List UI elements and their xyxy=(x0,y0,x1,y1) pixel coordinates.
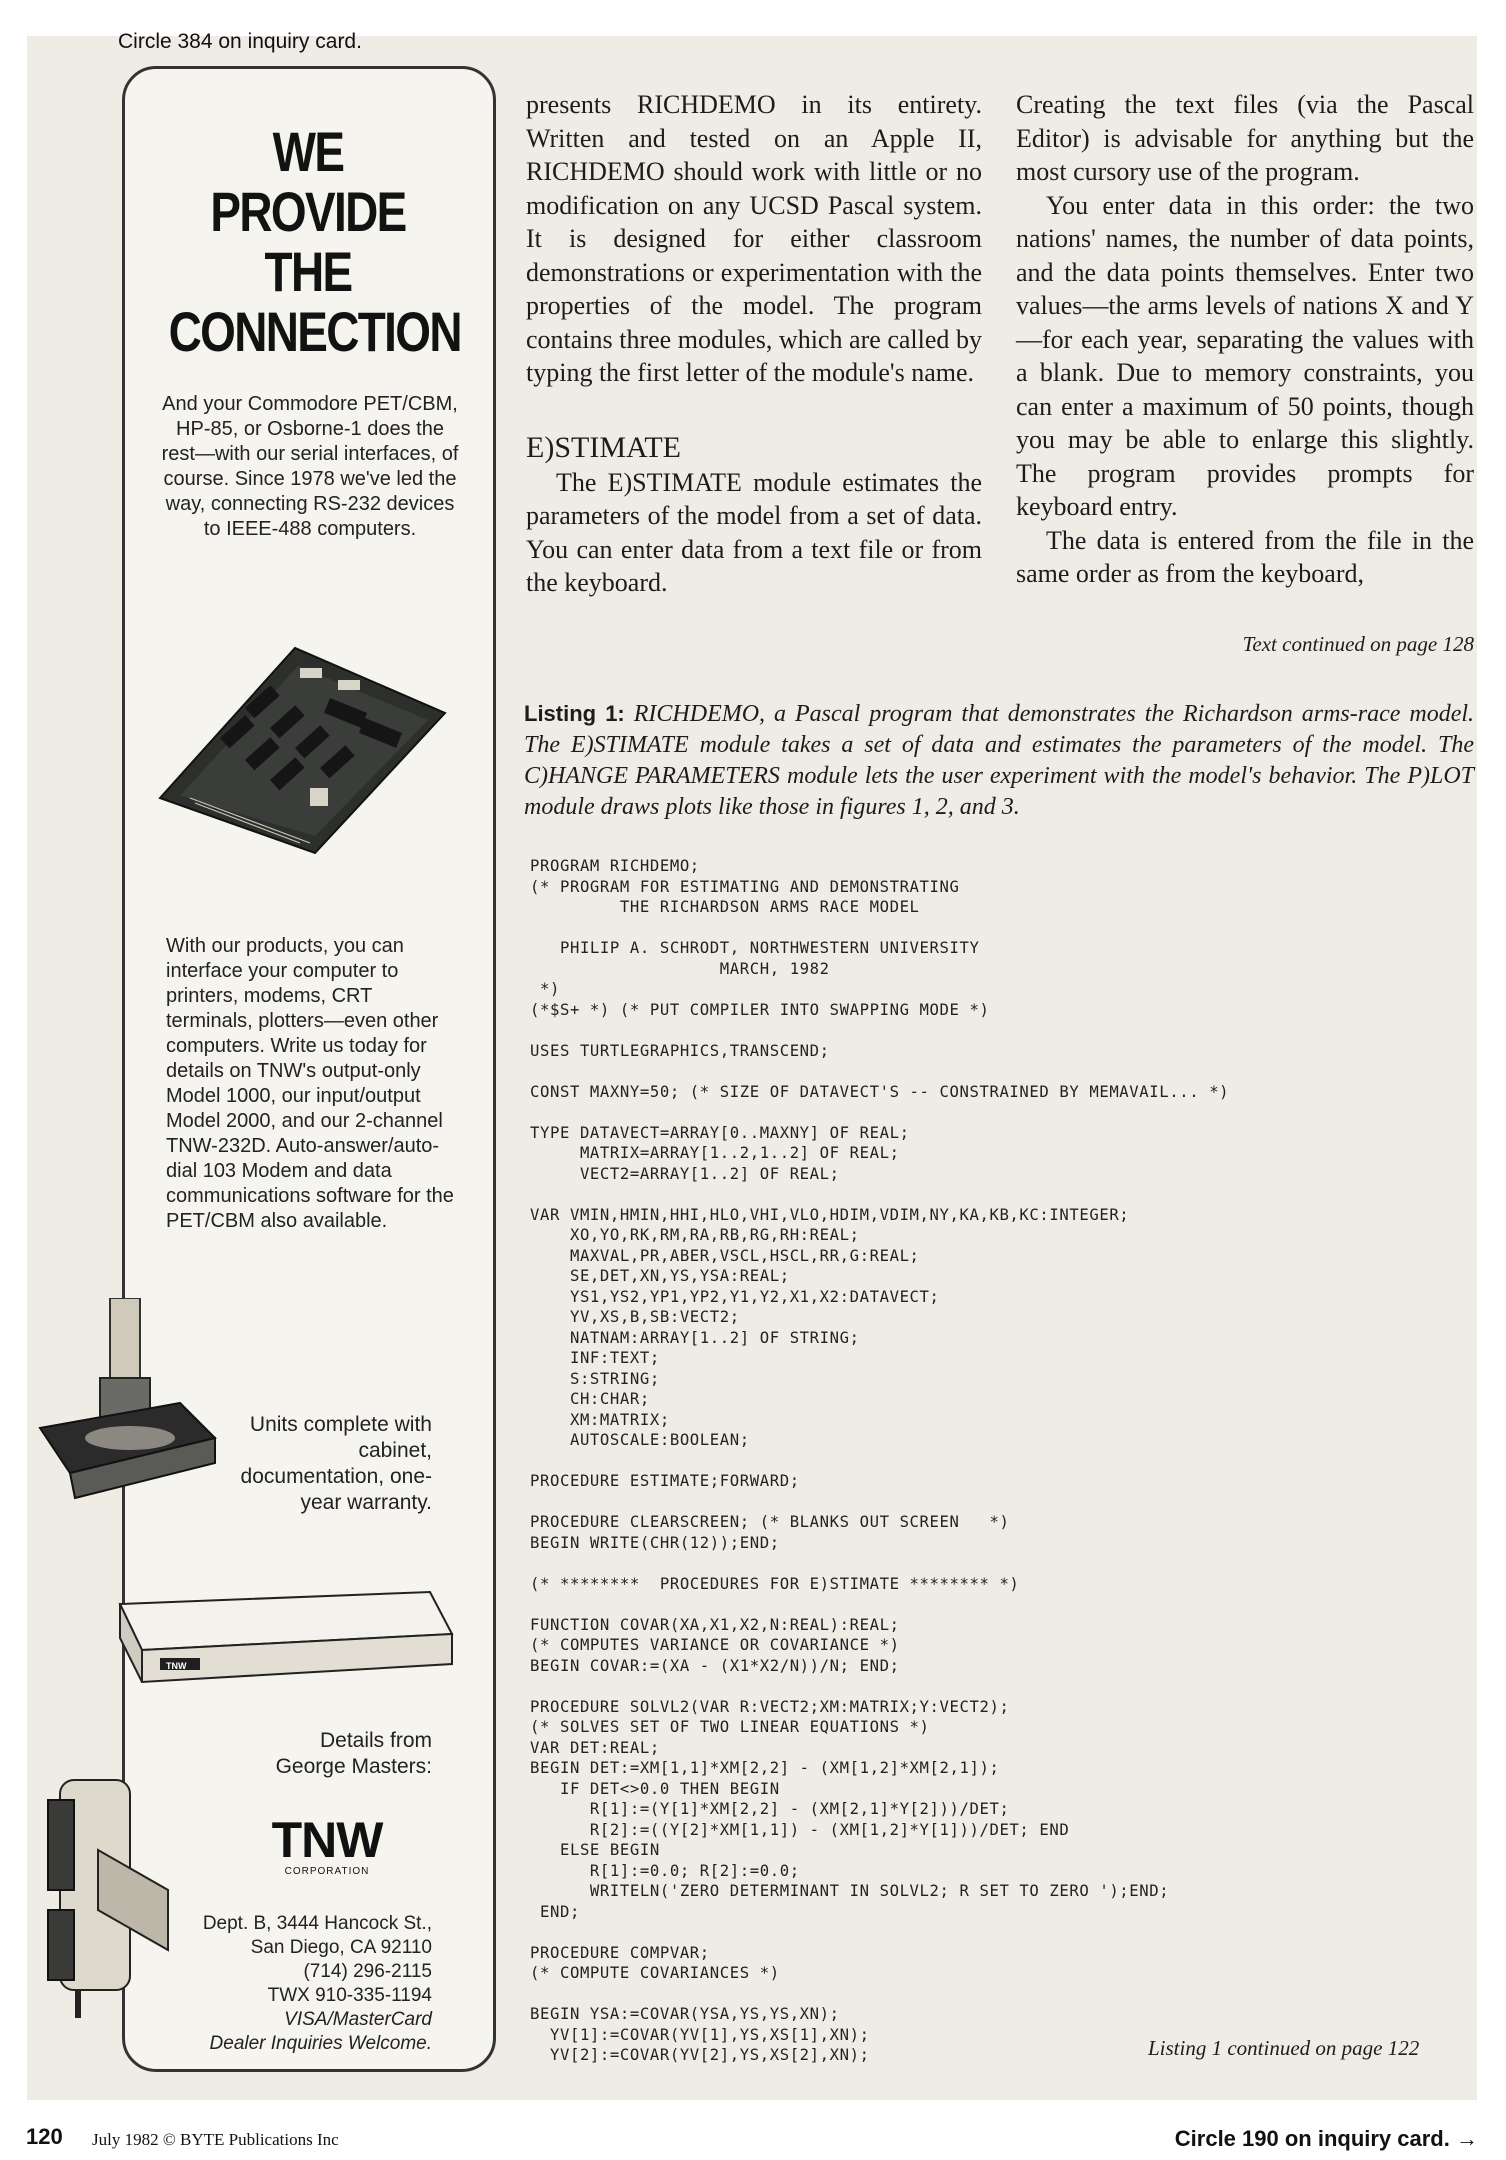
logo-text: TNW xyxy=(271,1812,383,1868)
address-line: Dealer Inquiries Welcome. xyxy=(209,2033,432,2054)
logo-subtitle: CORPORATION xyxy=(284,1866,370,1877)
inquiry-note-bottom xyxy=(1175,2126,1478,2152)
article-paragraph: The data is entered from the file in the same order as from the keyboard, xyxy=(1016,525,1474,588)
inquiry-note-top: Circle 384 on inquiry card. xyxy=(118,30,362,53)
ad-address xyxy=(188,1912,432,2056)
ad-intro-text: And your Commodore PET/CBM, HP-85, or Osborne-1 does the rest—with our serial interfaces, of course. Since 1978 we've led the way, connecting RS-232 devices to IEEE-488 computers. xyxy=(161,393,459,540)
article-paragraph: presents RICHDEMO in its entirety. Written and tested on an Apple II, RICHDEMO should work with little or no modification on any UCSD Pascal system. It is designed for either classroom demonstrations or experimentation with the properties of the model. The program contains three modules, which are called by typing the first letter of the module's name. xyxy=(526,90,982,387)
ad-headline xyxy=(168,120,461,363)
pascal-code-listing: PROGRAM RICHDEMO; (* PROGRAM FOR ESTIMATING AND DEMONSTRATING THE RICHARDSON ARMS RACE MODEL PHILIP A. SCHRODT, NORTHWESTERN UNIVERSITY MARCH, 1982 *) (*$S+ *) (* PUT COMPILER INTO SWAPPING MODE *) USES TURTLEGRAPHICS,TRANSCEND; CONST MAXNY=50; (* SIZE OF DATAVECT'S -- CONSTRAINED BY MEMAVAIL... *) TYPE DATAVECT=ARRAY[0..MAXNY] OF REAL; MATRIX=ARRAY[1..2,1..2] OF REAL; VECT2=ARRAY[1..2] OF REAL; VAR VMIN,HMIN,HHI,HLO,VHI,VLO,HDIM,VDIM,NY,KA,KB,KC:INTEGER; XO,YO,RK,RM,RA,RB,RG,RH:REAL; MAXVAL,PR,ABER,VSCL,HSCL,RR,G:REAL; SE,DET,XN,YS,YSA:REAL; YS1,YS2,YP1,YP2,Y1,Y2,X1,X2:DATAVECT; YV,XS,B,SB:VECT2; NATNAM:ARRAY[1..2] OF STRING; INF:TEXT; S:STRING; CH:CHAR; XM:MATRIX; AUTOSCALE:BOOLEAN; PROCEDURE ESTIMATE;FORWARD; PROCEDURE CLEARSCREEN; (* BLANKS OUT SCREEN *) BEGIN WRITE(CHR(12));END; (* ******** PROCEDURES FOR E)STIMATE ******** *) FUNCTION COVAR(XA,X1,X2,N:REAL):REAL; (* COMPUTES VARIANCE OR COVARIANCE *) BEGIN COVAR:=(XA - (X1*X2/N))/N; END; PROCEDURE SOLVL2(VAR R:VECT2;XM:MATRIX;Y:VECT2); (* SOLVES SET OF TWO LINEAR EQUATIONS *) VAR DET:REAL; BEGIN DET:=XM[1,1]*XM[2,2] - (XM[1,2]*XM[2,1]); IF DET<>0.0 THEN BEGIN R[1]:=(Y[1]*XM[2,2] - (XM[2,1]*Y[2]))/DET; R[2]:=((Y[2]*XM[1,1]) - (XM[1,2]*Y[1]))/DET; END ELSE BEGIN R[1]:=0.0; R[2]:=0.0; WRITELN('ZERO DETERMINANT IN SOLVL2; R SET TO ZERO ');END; END; PROCEDURE COMPVAR; (* COMPUTE COVARIANCES *) BEGIN YSA:=COVAR(YSA,YS,YS,XN); YV[1]:=COVAR(YV[1],YS,XS[1],XN); YV[2]:=COVAR(YV[2],YS,XS[2],XN); xyxy=(530,857,1230,2064)
listing-label: Listing 1: xyxy=(524,701,625,726)
address-line: San Diego, CA 92110 xyxy=(250,1937,432,1958)
page-number: 120 xyxy=(26,2124,63,2149)
dateline: July 1982 © BYTE Publications Inc xyxy=(92,2130,339,2149)
listing-continued-note: Listing 1 continued on page 122 xyxy=(1148,2036,1420,2060)
ad-units-text: Units complete with cabinet, documentation, one-year warranty. xyxy=(240,1413,432,1514)
address-line: VISA/MasterCard xyxy=(284,2009,432,2030)
ad-headline-line: WE xyxy=(272,120,344,183)
ad-products-text: With our products, you can interface your computer to printers, modems, CRT terminals, plotters—even other computers. Write us today for details on TNW's output-only Model 1000, our input/output Model 2000, and our 2-channel TNW-232D. Auto-answer/auto-dial 103 Modem and data communications software for the PET/CBM also available. xyxy=(166,935,454,1232)
cabinet-illustration xyxy=(100,1584,460,1694)
ad-details-text: Details from George Masters: xyxy=(275,1729,432,1778)
ad-headline-line: THE xyxy=(264,240,352,303)
article-column-1 xyxy=(526,88,982,600)
text-continued-note: Text continued on page 128 xyxy=(1242,632,1474,656)
article-paragraph: You enter data in this order: the two nations' names, the number of data points, and the data points themselves. Enter two values—the arms levels of nations X and Y—for each year, separating the values with a blank. Due to memory constraints, you can enter a maximum of 50 points, though you may be able to enlarge this slightly. The program provides prompts for keyboard entry. xyxy=(1016,190,1474,521)
arrow-right-icon: → xyxy=(1456,2126,1478,2151)
address-line: Dept. B, 3444 Hancock St., xyxy=(202,1913,432,1934)
inquiry-note-text: Circle 190 on inquiry card. xyxy=(1174,2126,1450,2151)
ad-headline-line: CONNECTION xyxy=(168,300,461,363)
article-paragraph: The E)STIMATE module estimates the parameters of the model from a set of data. You can enter data from a text file or from the keyboard. xyxy=(526,467,982,597)
section-heading: E)STIMATE xyxy=(526,430,681,464)
listing-caption-text: RICHDEMO, a Pascal program that demonstrates the Richardson arms-race model. The E)STIMATE module takes a set of data and estimates the parameters of the model. The C)HANGE PARAMETERS module lets the user experiment with the model's behavior. The P)LOT module draws plots like those in figures 1, 2, and 3. xyxy=(524,701,1475,820)
address-line: (714) 296-2115 xyxy=(303,1961,432,1982)
article-paragraph: Creating the text files (via the Pascal Editor) is advisable for anything but the most cursory use of the program. xyxy=(1016,90,1474,186)
address-line: TWX 910-335-1194 xyxy=(267,1985,432,2006)
ad-headline-line: PROVIDE xyxy=(210,180,406,243)
connector-illustration xyxy=(30,1298,230,1508)
cabinet-label: TNW xyxy=(166,1661,187,1671)
article-column-2 xyxy=(1016,88,1474,591)
modem-illustration xyxy=(38,1760,178,2020)
listing-caption xyxy=(524,698,1474,823)
circuit-board-illustration xyxy=(150,638,450,858)
tnw-logo xyxy=(242,1814,412,1877)
